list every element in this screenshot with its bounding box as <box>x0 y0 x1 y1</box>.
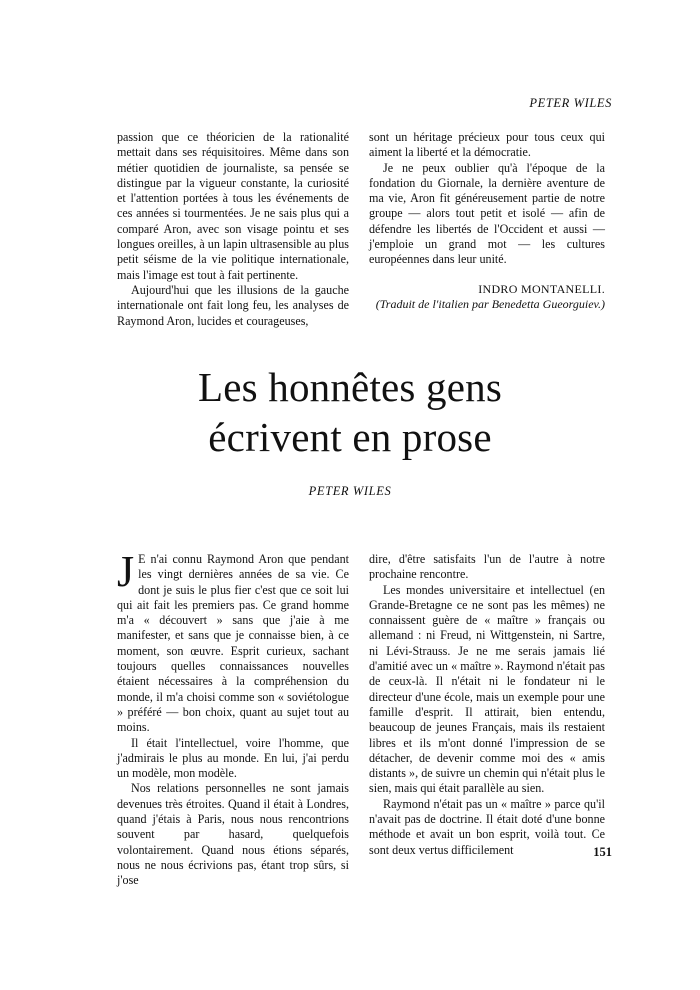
title-line-1: Les honnêtes gens <box>198 364 502 410</box>
author-signature: INDRO MONTANELLI. <box>478 281 605 296</box>
first-paragraph-text: n'ai connu Raymond Aron que pendant les vingt dernières années de sa vie. Ce dont je suis le plus fier c'est que ce soit lui qui ait fait les premiers pas. Ce grand homme m'a « découvert » sans que j'aie à me manifester, et sans que je connaisse bien, à ce moment, son œuvre. Esprit curieux, sachant toujours quelles connaissances nouvelles étaient nécessaires à la compréhension du monde, il m'a choisi comme son « soviétologue » préféré — bon choix, quant au sujet tout au moins. <box>117 552 349 735</box>
drop-cap: J <box>117 547 135 596</box>
paragraph: Il était l'intellectuel, voire l'homme, que j'admirais le plus au monde. En lui, j'ai perdu un modèle, mon modèle. <box>117 735 349 781</box>
running-head: PETER WILES <box>529 96 612 110</box>
paragraph: Raymond n'était pas un « maître » parce qu'il n'avait pas de doctrine. Il était doté d'une bonne méthode et avait un bon esprit, voilà tout. Ce sont deux vertus difficilement <box>369 796 605 857</box>
paragraph: Je ne peux oublier qu'à l'époque de la fondation du Giornale, la dernière aventure de ma vie, Aron fit généreusement partie de notre groupe — alors tout petit et isolé — afin de défendre les libertés de l'Occident et aussi — j'emploie un grand mot — les cultures européennes dans leur unité. <box>369 160 605 267</box>
paragraph: dire, d'être satisfaits l'un de l'autre à notre prochaine rencontre. <box>369 552 605 582</box>
article-column-1 <box>117 547 349 889</box>
translation-note: (Traduit de l'italien par Benedetta Gueorguiev.) <box>375 296 605 311</box>
paragraph: Aujourd'hui que les illusions de la gauche internationale ont fait long feu, les analyses de Raymond Aron, lucides et courageuses, <box>117 282 349 328</box>
article-title <box>60 362 640 462</box>
paragraph: sont un héritage précieux pour tous ceux qui aiment la liberté et la démocratie. <box>369 130 605 160</box>
signature-block <box>369 282 605 312</box>
title-line-2: écrivent en prose <box>208 414 492 460</box>
first-paragraph <box>117 547 349 736</box>
paragraph: Nos relations personnelles ne sont jamais devenues très étroites. Quand il était à Londres, quand j'étais à Paris, nous nous rencontrions souvent par hasard, quelquefois volontairement. Quand nous étions séparés, nous ne nous écrivions pas, étant trop sûrs, si j'ose <box>117 781 349 888</box>
previous-article-column-1 <box>117 130 349 329</box>
first-word-rest: E <box>138 552 146 566</box>
page-number: 151 <box>593 845 612 859</box>
paragraph: passion que ce théoricien de la rationalité mettait dans ses réquisitoires. Même dans son métier quotidien de journaliste, sa pensée se distingue par la vigueur constante, la curiosité et l'attention portées à tous les événements de ces années si tourmentées. Je ne sais plus qui a comparé Aron, avec son visage pointu et ses longues oreilles, à un lapin ultrasensible au plus petit séisme de la vie politique internationale, mais l'image est tout à fait pertinente. <box>117 130 349 282</box>
paragraph: Les mondes universitaire et intellectuel (en Grande-Bretagne ce ne sont pas les mêmes) ne connaissent guère de « maître » français ou allemand : ni Freud, ni Wittgenstein, ni Sartre, ni Lévi-Strauss. Je ne me serais jamais lié d'amitié avec un « maître ». Raymond n'était pas de ceux-là. Il n'était ni le fondateur ni le directeur d'une école, mais un exemple pour une famille d'esprit. Il attirait, bien entendu, beaucoup de jeunes Français, mais ils restaient libres et ils m'ont donné l'impression de se détacher, de devenir comme moi des « amis distants », de suivre un chemin qui n'était plus le sien, mais qui était parallèle au sien. <box>369 582 605 796</box>
article-column-2 <box>369 552 605 858</box>
article-byline: PETER WILES <box>308 484 392 498</box>
previous-article-column-2 <box>369 130 605 312</box>
